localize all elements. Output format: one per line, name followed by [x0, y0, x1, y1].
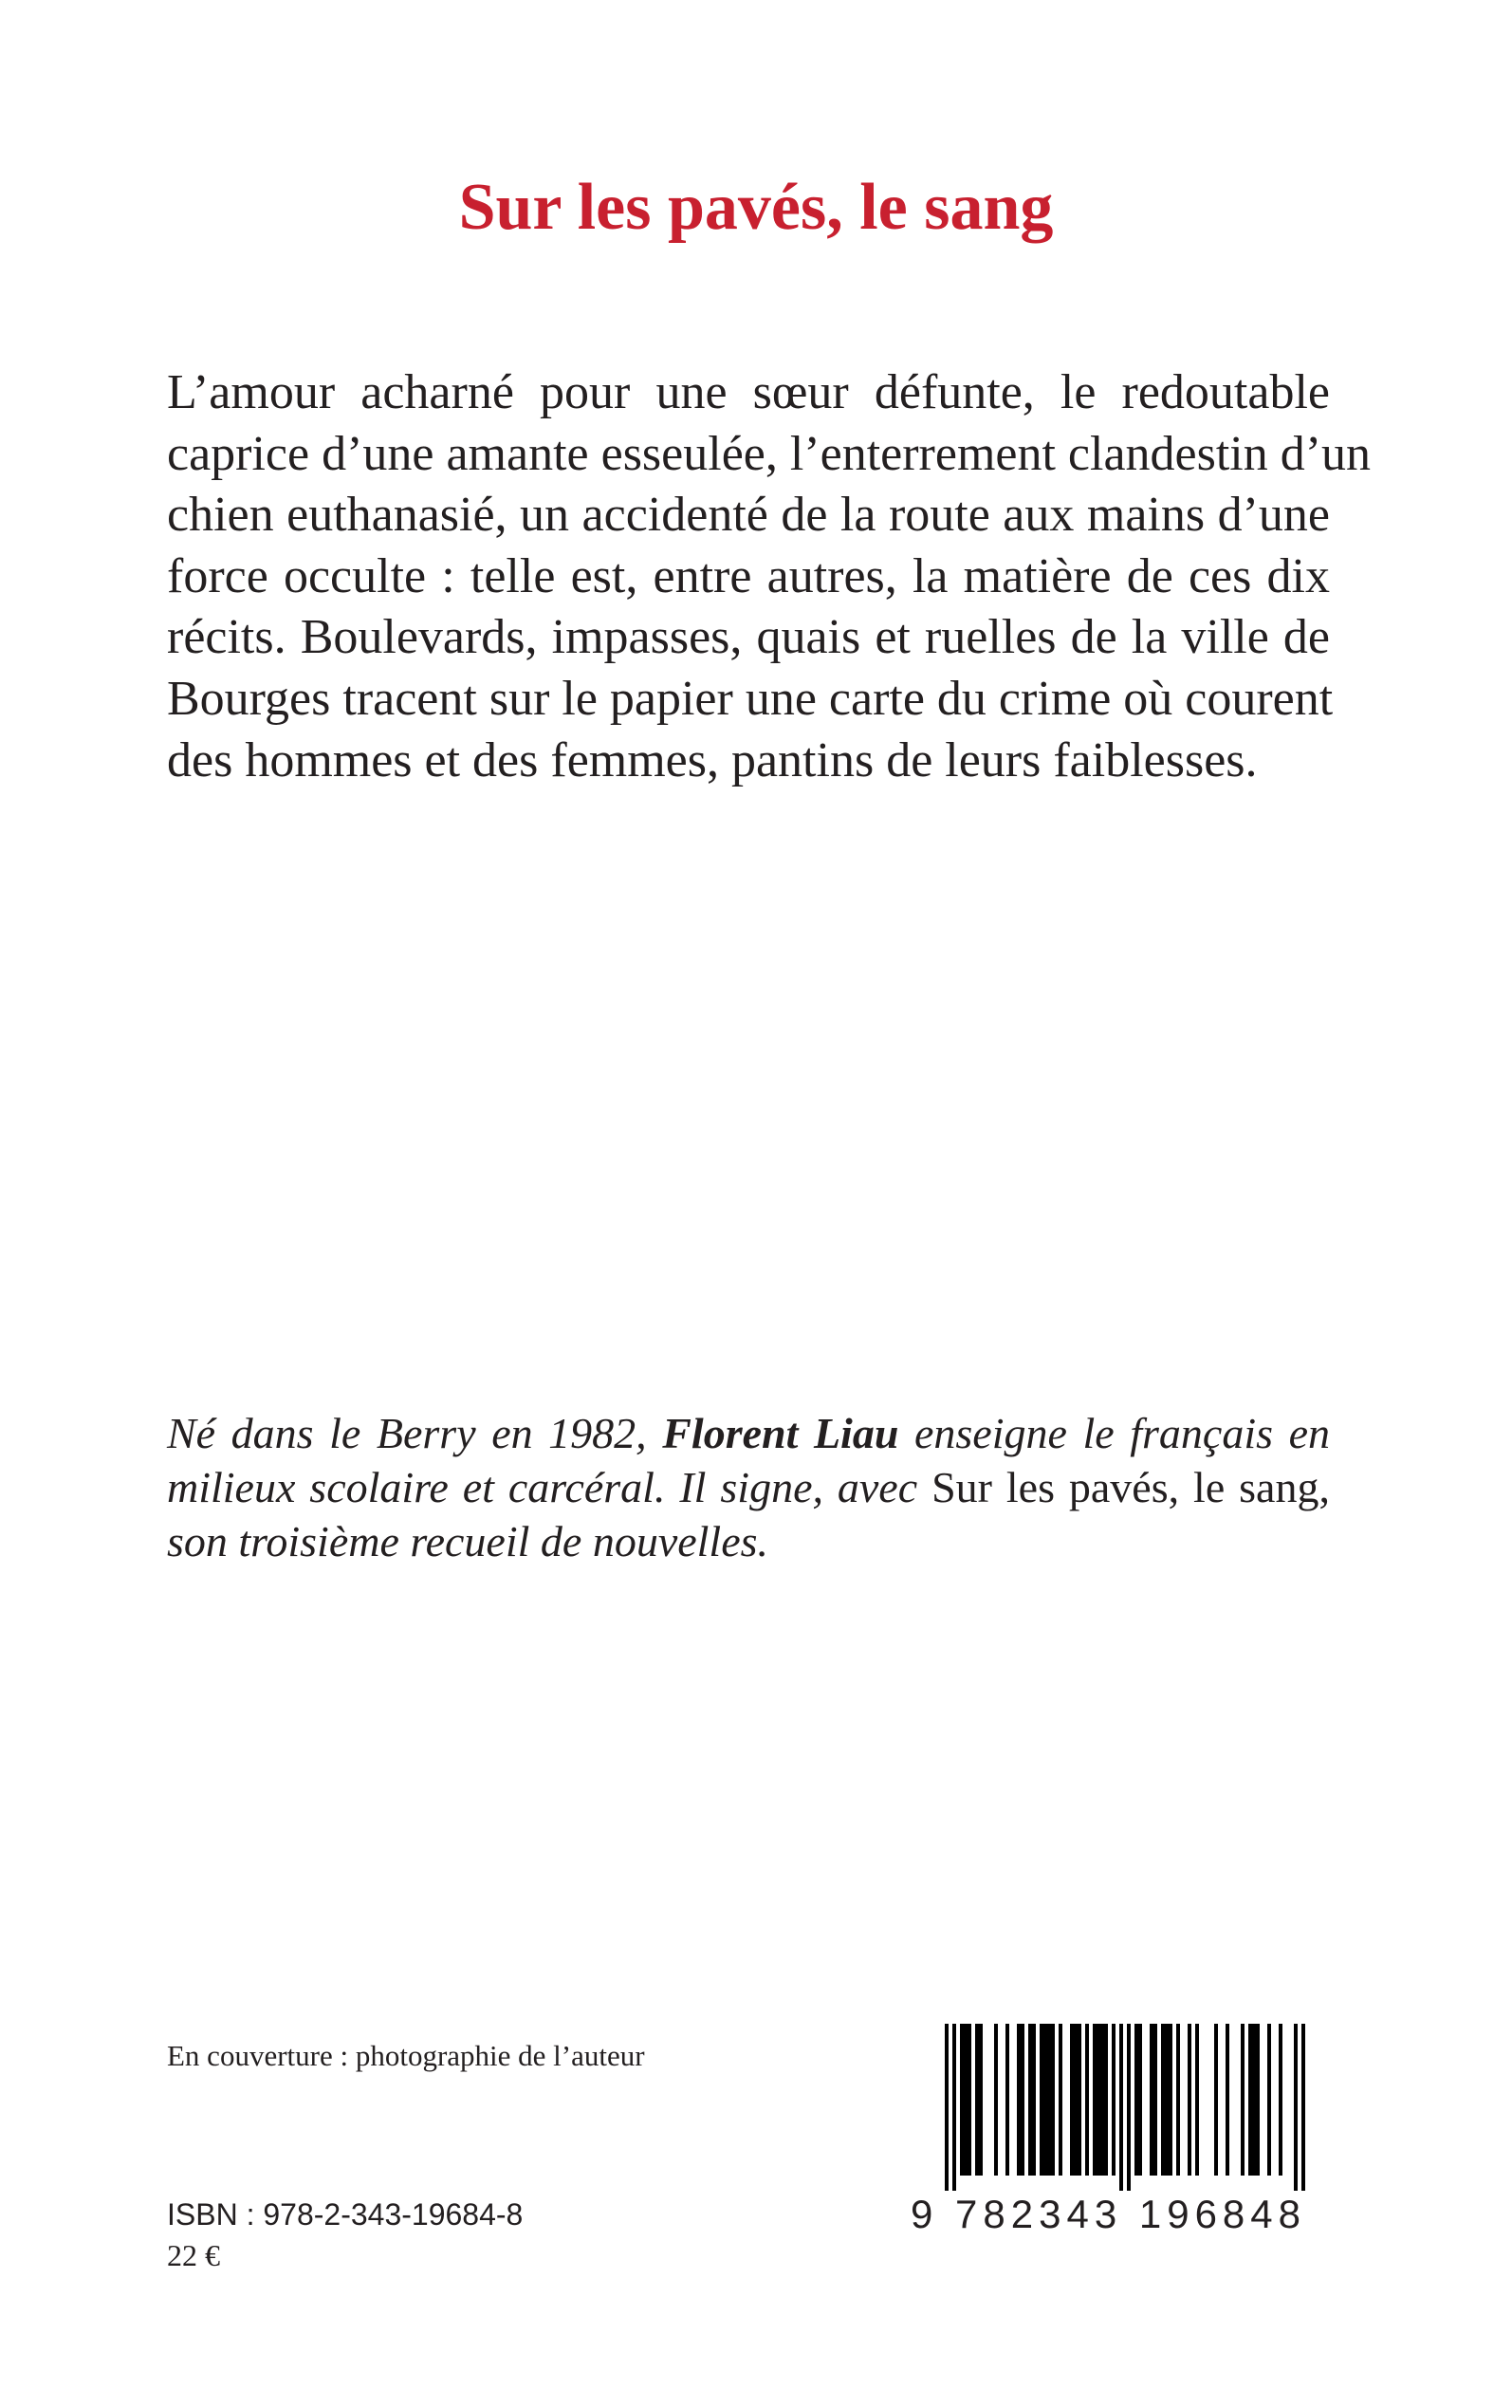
bio-text: enseigne le français en: [898, 1409, 1330, 1457]
barcode-bar: [1256, 2024, 1260, 2176]
barcode-bar: [1169, 2024, 1172, 2176]
barcode-bar: [945, 2024, 949, 2191]
barcode-bar: [1214, 2024, 1218, 2176]
barcode-bar: [1127, 2024, 1131, 2191]
blurb-line: récits. Boulevards, impasses, quais et ruelles de la ville de: [167, 610, 1330, 665]
barcode-bar: [1021, 2024, 1024, 2176]
barcode-bar: [1005, 2024, 1009, 2176]
back-cover-blurb: [167, 362, 1372, 791]
barcode-bar: [1138, 2024, 1142, 2176]
barcode-bar: [979, 2024, 983, 2176]
barcode-bar: [1195, 2024, 1199, 2176]
book-title: Sur les pavés, le sang: [458, 171, 1054, 244]
bio-text: Né dans le Berry en 1982,: [167, 1409, 663, 1457]
barcode-bar: [1279, 2024, 1282, 2176]
barcode-bars: [911, 2024, 1330, 2191]
cover-credit: En couverture : photographie de l’auteur: [167, 2039, 645, 2072]
blurb-line: des hommes et des femmes, pantins de leurs faiblesses.: [167, 732, 1258, 787]
barcode-bar: [1252, 2024, 1256, 2176]
barcode-bar: [1176, 2024, 1180, 2176]
blurb-line: force occulte : telle est, entre autres, la matière de ces dix: [167, 548, 1330, 603]
barcode-bar: [1294, 2024, 1298, 2191]
barcode-bar: [960, 2024, 964, 2176]
isbn: ISBN : 978-2-343-19684-8: [167, 2197, 524, 2232]
barcode-bar: [1104, 2024, 1108, 2176]
bio-text: milieux scolaire et carcéral. Il signe, avec: [167, 1463, 932, 1511]
barcode-bar: [1085, 2024, 1089, 2176]
author-name: Florent Liau: [662, 1409, 899, 1457]
barcode-bar: [964, 2024, 968, 2176]
barcode-bar: [1047, 2024, 1051, 2176]
barcode-digits: 9 782343 196848: [911, 2191, 1330, 2238]
barcode-bar: [1301, 2024, 1305, 2191]
barcode-bar: [1153, 2024, 1157, 2176]
bio-line: [167, 1514, 1330, 1568]
blurb-line: chien euthanasié, un accidenté de la route aux mains d’une: [167, 488, 1330, 543]
bio-line: [167, 1406, 1330, 1460]
barcode-bar: [1150, 2024, 1153, 2176]
price: 22 €: [167, 2238, 220, 2272]
bio-line: [167, 1460, 1330, 1514]
barcode-bar: [1093, 2024, 1097, 2176]
blurb-line: Bourges tracent sur le papier une carte du crime où courent: [167, 671, 1334, 726]
bio-text: son troisième recueil de nouvelles.: [167, 1517, 769, 1565]
book-title-reference: Sur les pavés, le sang,: [931, 1463, 1330, 1511]
barcode-bar: [1134, 2024, 1138, 2176]
barcode-bar: [1043, 2024, 1047, 2176]
barcode-bar: [994, 2024, 998, 2176]
barcode-bar: [1165, 2024, 1169, 2176]
barcode-bar: [1226, 2024, 1229, 2176]
blurb-line: L’amour acharné pour une sœur défunte, le redoutable: [167, 365, 1330, 419]
barcode-bar: [1100, 2024, 1104, 2176]
barcode-bar: [1032, 2024, 1036, 2176]
barcode-bar: [1119, 2024, 1123, 2191]
barcode-bar: [1161, 2024, 1165, 2176]
barcode-bar: [975, 2024, 979, 2176]
barcode-bar: [952, 2024, 956, 2191]
barcode-bar: [1188, 2024, 1191, 2176]
barcode-bar: [1267, 2024, 1271, 2176]
barcode-bar: [1248, 2024, 1252, 2176]
author-bio: [167, 1406, 1330, 1568]
barcode-bar: [968, 2024, 971, 2176]
barcode-bar: [1040, 2024, 1043, 2176]
barcode-bar: [1241, 2024, 1245, 2176]
barcode-bar: [1070, 2024, 1074, 2176]
barcode-bar: [1051, 2024, 1055, 2176]
barcode-bar: [1074, 2024, 1078, 2176]
barcode-bar: [1078, 2024, 1081, 2176]
barcode-bar: [1112, 2024, 1116, 2176]
blurb-line: caprice d’une amante esseulée, l’enterrement clandestin d’un: [167, 426, 1372, 481]
barcode-bar: [1097, 2024, 1100, 2176]
barcode-bar: [1017, 2024, 1021, 2176]
barcode-bar: [1059, 2024, 1062, 2176]
barcode: [911, 2024, 1330, 2282]
barcode-bar: [1028, 2024, 1032, 2176]
